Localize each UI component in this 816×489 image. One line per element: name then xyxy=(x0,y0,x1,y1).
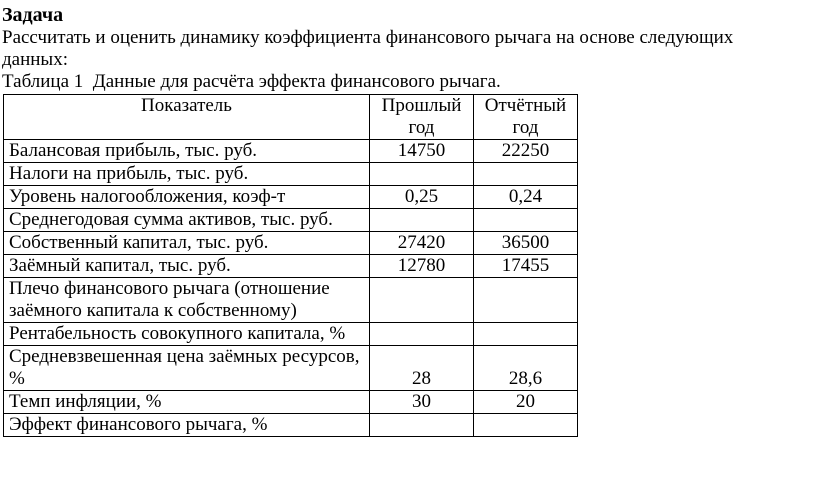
row-reporting-value: 17455 xyxy=(474,255,578,278)
row-label: Рентабельность совокупного капитала, % xyxy=(4,323,370,346)
table-row xyxy=(4,414,578,437)
table-row xyxy=(4,186,578,209)
row-reporting-value xyxy=(474,278,578,323)
row-previous-value: 27420 xyxy=(370,232,474,255)
task-heading: Задача xyxy=(2,4,64,26)
row-reporting-value xyxy=(474,414,578,437)
table-row xyxy=(4,255,578,278)
table-row xyxy=(4,140,578,163)
header-reporting-year: Отчётный год xyxy=(474,95,578,140)
table-row xyxy=(4,232,578,255)
row-label: Налоги на прибыль, тыс. руб. xyxy=(4,163,370,186)
row-reporting-value xyxy=(474,209,578,232)
row-reporting-value: 20 xyxy=(474,391,578,414)
row-reporting-value: 36500 xyxy=(474,232,578,255)
row-label: Собственный капитал, тыс. руб. xyxy=(4,232,370,255)
table-row xyxy=(4,323,578,346)
row-previous-value: 12780 xyxy=(370,255,474,278)
row-previous-value xyxy=(370,323,474,346)
header-previous-year: Прошлый год xyxy=(370,95,474,140)
table-caption: Таблица 1 Данные для расчёта эффекта финансового рычага. xyxy=(2,71,501,92)
row-previous-value: 0,25 xyxy=(370,186,474,209)
row-reporting-value: 28,6 xyxy=(474,346,578,391)
row-previous-value xyxy=(370,278,474,323)
row-label: Эффект финансового рычага, % xyxy=(4,414,370,437)
row-label: Балансовая прибыль, тыс. руб. xyxy=(4,140,370,163)
header-indicator: Показатель xyxy=(4,95,370,140)
row-previous-value: 28 xyxy=(370,346,474,391)
row-label: Средневзвешенная цена заёмных ресурсов, % xyxy=(4,346,370,391)
table-header-row xyxy=(4,95,578,140)
row-label: Плечо финансового рычага (отношение заёмного капитала к собственному) xyxy=(4,278,370,323)
financial-leverage-table xyxy=(3,94,578,437)
row-previous-value xyxy=(370,209,474,232)
task-description: Рассчитать и оценить динамику коэффициента финансового рычага на основе следующих данных: xyxy=(2,27,734,70)
row-label: Темп инфляции, % xyxy=(4,391,370,414)
table-row xyxy=(4,346,578,391)
row-label: Среднегодовая сумма активов, тыс. руб. xyxy=(4,209,370,232)
row-previous-value xyxy=(370,414,474,437)
row-label: Уровень налогообложения, коэф-т xyxy=(4,186,370,209)
row-reporting-value xyxy=(474,163,578,186)
table-row xyxy=(4,209,578,232)
table-row xyxy=(4,391,578,414)
table-row xyxy=(4,278,578,323)
row-previous-value xyxy=(370,163,474,186)
row-previous-value: 14750 xyxy=(370,140,474,163)
row-reporting-value: 0,24 xyxy=(474,186,578,209)
row-reporting-value: 22250 xyxy=(474,140,578,163)
row-previous-value: 30 xyxy=(370,391,474,414)
row-reporting-value xyxy=(474,323,578,346)
table-row xyxy=(4,163,578,186)
row-label: Заёмный капитал, тыс. руб. xyxy=(4,255,370,278)
